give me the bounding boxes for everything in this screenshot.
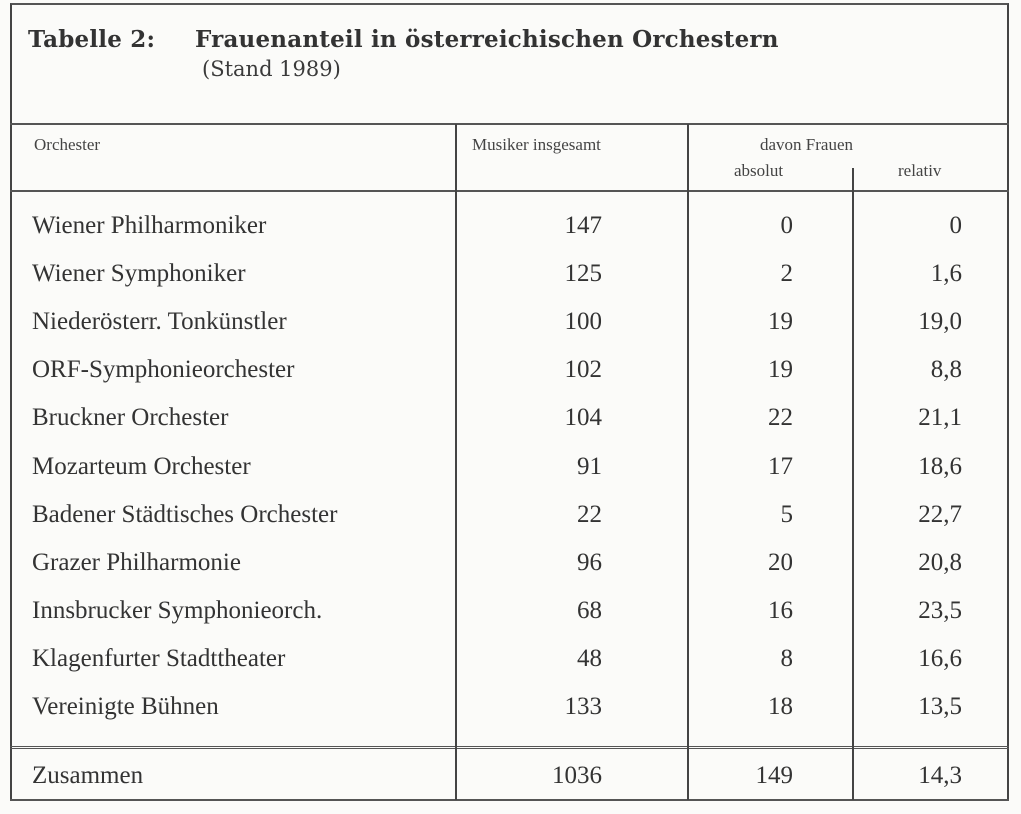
table-row [0,501,1021,549]
header-relative: relativ [898,161,942,180]
header-women: davon Frauen [760,135,854,154]
header-top-rule [10,123,1009,125]
women-absolute: 18 [768,693,793,720]
totals-rule [10,746,1009,749]
table-row [0,597,1021,645]
musicians-total: 102 [564,356,602,383]
orchestra-name: Klagenfurter Stadttheater [32,645,286,672]
table-number: Tabelle 2: [28,26,156,53]
table-title-text: Frauenanteil in österreichischen Orchestern [195,26,779,53]
women-absolute: 20 [768,549,793,576]
women-relative: 22,7 [918,501,962,528]
header-orchestra: Orchester [34,135,101,154]
musicians-total: 96 [577,549,602,576]
header-absolute: absolut [734,161,784,180]
women-relative: 8,8 [930,356,962,383]
women-relative: 18,6 [918,453,962,480]
musicians-total: 147 [564,212,602,239]
orchestra-name: Wiener Symphoniker [32,260,246,287]
women-absolute: 19 [768,356,793,383]
orchestra-name: Grazer Philharmonie [32,549,241,576]
table-row [0,404,1021,452]
totals-row [0,762,1021,810]
women-absolute: 2 [780,260,793,287]
totals-label: Zusammen [32,762,144,789]
musicians-total: 104 [564,404,602,431]
header-bottom-rule [10,190,1009,192]
orchestra-name: Badener Städtisches Orchester [32,501,338,528]
musicians-total: 22 [577,501,602,528]
women-relative: 13,5 [918,693,962,720]
totals-absolute: 149 [755,762,793,789]
orchestra-name: Innsbrucker Symphonieorch. [32,597,323,624]
women-absolute: 16 [768,597,793,624]
women-relative: 19,0 [918,308,962,335]
orchestra-name: Niederösterr. Tonkünstler [32,308,287,335]
table-row [0,549,1021,597]
totals-relative: 14,3 [918,762,962,789]
women-absolute: 5 [780,501,793,528]
women-relative: 20,8 [918,549,962,576]
table-row [0,260,1021,308]
musicians-total: 100 [564,308,602,335]
women-relative: 21,1 [918,404,962,431]
women-absolute: 19 [768,308,793,335]
women-relative: 0 [949,212,962,239]
table-title [28,26,779,53]
table-row [0,453,1021,501]
totals-total: 1036 [552,762,602,789]
women-relative: 23,5 [918,597,962,624]
women-absolute: 8 [780,645,793,672]
header-total: Musiker insgesamt [472,135,601,154]
musicians-total: 91 [577,453,602,480]
women-absolute: 17 [768,453,793,480]
musicians-total: 125 [564,260,602,287]
musicians-total: 133 [564,693,602,720]
table-caption [28,26,779,81]
table-row [0,645,1021,693]
women-absolute: 22 [768,404,793,431]
orchestra-name: ORF-Symphonieorchester [32,356,295,383]
women-relative: 16,6 [918,645,962,672]
table-row [0,693,1021,741]
musicians-total: 48 [577,645,602,672]
table-subtitle: (Stand 1989) [202,57,341,81]
table-row [0,308,1021,356]
table-row [0,212,1021,260]
orchestra-name: Bruckner Orchester [32,404,229,431]
musicians-total: 68 [577,597,602,624]
table-row [0,356,1021,404]
women-relative: 1,6 [930,260,962,287]
women-absolute: 0 [780,212,793,239]
orchestra-name: Wiener Philharmoniker [32,212,267,239]
orchestra-name: Vereinigte Bühnen [32,693,219,720]
orchestra-name: Mozarteum Orchester [32,453,251,480]
